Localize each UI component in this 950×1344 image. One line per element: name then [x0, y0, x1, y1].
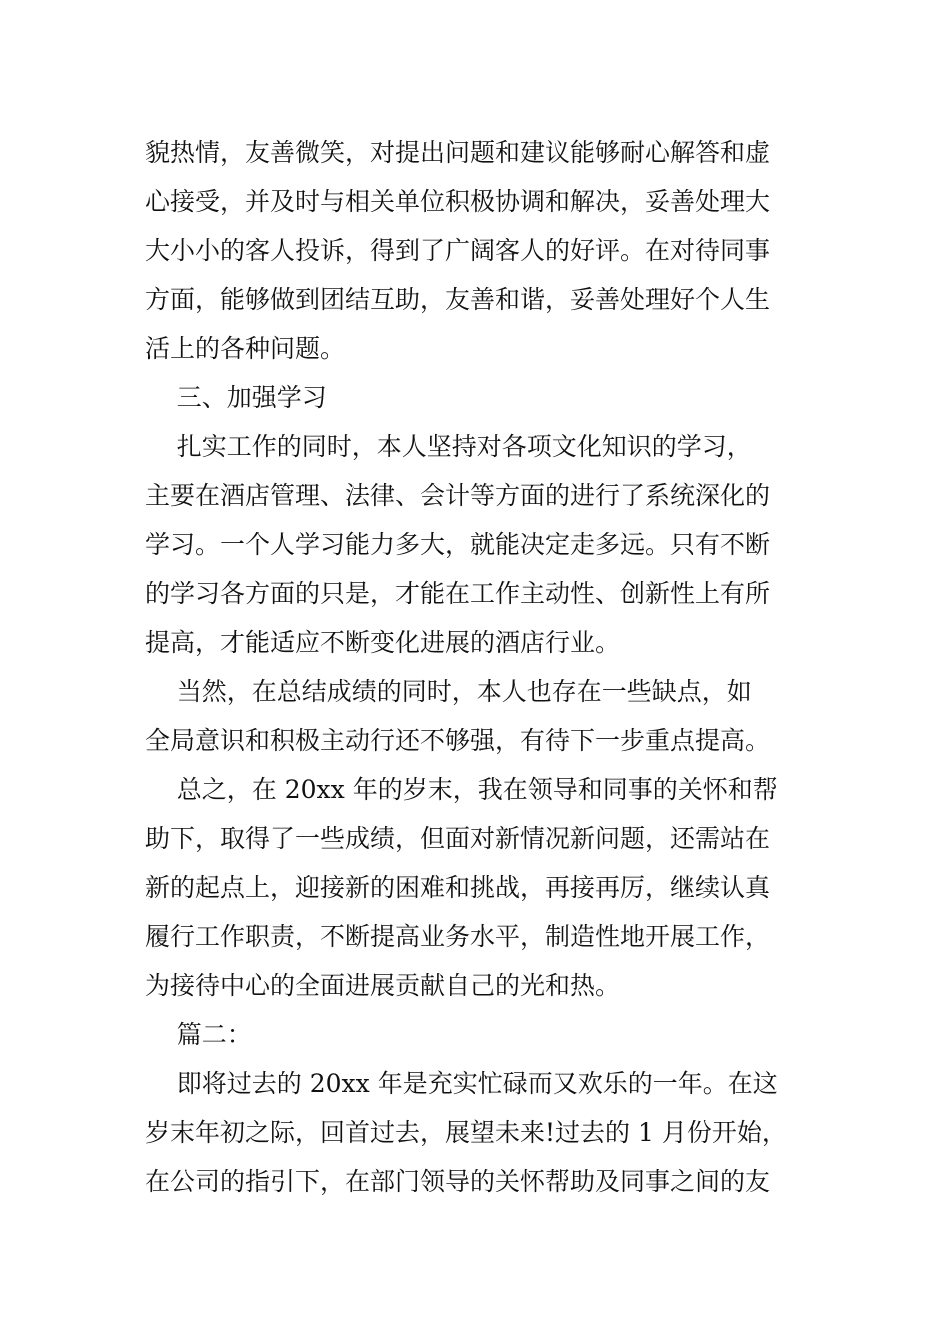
text-line: 助下，取得了一些成绩，但面对新情况新问题，还需站在	[145, 824, 771, 853]
section-heading: 篇二：	[145, 1020, 252, 1049]
text-line: 履行工作职责，不断提高业务水平，制造性地开展工作，	[145, 922, 771, 951]
text-line: 心接受，并及时与相关单位积极协调和解决，妥善处理大	[145, 187, 771, 216]
text-line: 全局意识和积极主动行还不够强，有待下一步重点提高。	[145, 726, 771, 755]
text-line: 扎实工作的同时，本人坚持对各项文化知识的学习，	[145, 432, 752, 461]
text-line: 新的起点上，迎接新的困难和挑战，再接再厉，继续认真	[145, 873, 771, 902]
text-line: 的学习各方面的只是，才能在工作主动性、创新性上有所	[145, 579, 771, 608]
document-body	[145, 128, 815, 1206]
text-line: 方面，能够做到团结互助，友善和谐，妥善处理好个人生	[145, 285, 771, 314]
text-line: 在公司的指引下，在部门领导的关怀帮助及同事之间的友	[145, 1167, 771, 1196]
text-line: 主要在酒店管理、法律、会计等方面的进行了系统深化的	[145, 481, 771, 510]
text-line: 总之，在 20xx 年的岁末，我在领导和同事的关怀和帮	[145, 775, 778, 804]
section-heading: 三、加强学习	[145, 383, 327, 412]
text-line: 当然，在总结成绩的同时，本人也存在一些缺点，如	[145, 677, 752, 706]
text-line: 岁末年初之际，回首过去，展望未来!过去的 1 月份开始，	[145, 1118, 787, 1147]
text-line: 貌热情，友善微笑，对提出问题和建议能够耐心解答和虚	[145, 138, 771, 167]
text-line: 大小小的客人投诉，得到了广阔客人的好评。在对待同事	[145, 236, 771, 265]
text-line: 学习。一个人学习能力多大，就能决定走多远。只有不断	[145, 530, 771, 559]
text-line: 为接待中心的全面进展贡献自己的光和热。	[145, 971, 621, 1000]
text-line: 即将过去的 20xx 年是充实忙碌而又欢乐的一年。在这	[145, 1069, 778, 1098]
text-line: 活上的各种问题。	[145, 334, 346, 363]
text-line: 提高，才能适应不断变化进展的酒店行业。	[145, 628, 621, 657]
